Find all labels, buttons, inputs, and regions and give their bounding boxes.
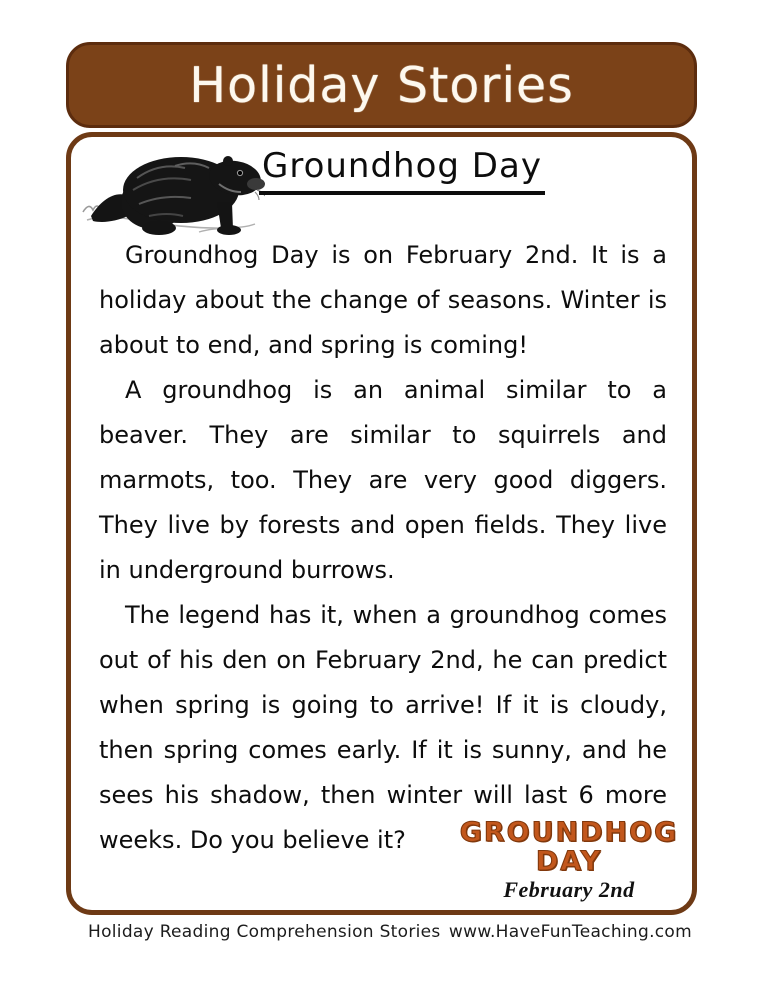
story-title: Groundhog Day [259,146,545,195]
logo-word-day: DAY [535,846,603,878]
footer [0,922,768,942]
logo-date: February 2nd [503,877,635,903]
paragraph-3-text: The legend has it, when a groundhog comes out of his den on February 2nd, he can predict when spring is going to arrive! If it is cloudy, then spring comes early. If it is sunny, and he sees his shadow, then winter will last 6 more weeks. Do you believe it? [99,601,667,854]
footer-series-label: Holiday Reading Comprehension Stories [88,922,441,942]
header-banner [66,42,697,128]
story-card [66,132,697,915]
story-body [99,233,679,912]
header-title: Holiday Stories [189,56,574,114]
logo-word-groundhog: GROUNDHOG [459,817,679,848]
paragraph-3 [99,593,679,903]
groundhog-day-logo [459,817,679,912]
paragraph-1: Groundhog Day is on February 2nd. It is a holiday about the change of seasons. Winter is about to end, and spring is coming! [99,241,667,359]
paragraph-2: A groundhog is an animal similar to a beaver. They are similar to squirrels and marmots, too. They are very good diggers. They live by forests and open fields. They live in underground burrows. [99,376,667,584]
groundhog-icon [79,140,265,240]
footer-website: www.HaveFunTeaching.com [448,922,692,942]
